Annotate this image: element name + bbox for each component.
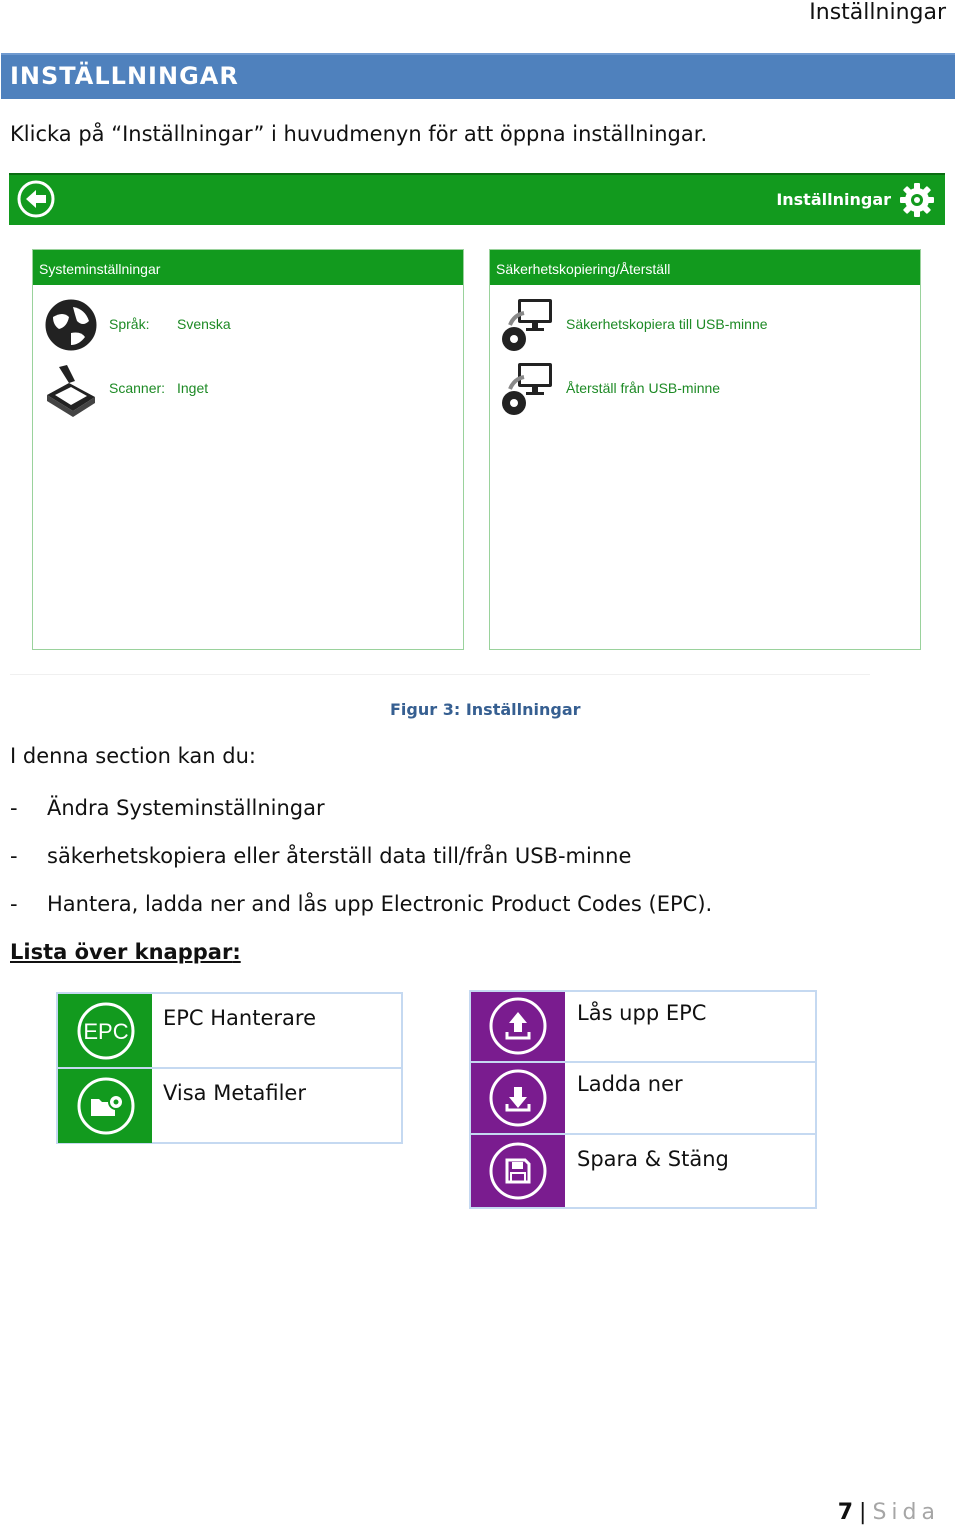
scanner-icon bbox=[43, 361, 99, 417]
upload-icon bbox=[471, 992, 565, 1061]
metafiles-label: Visa Metafiler bbox=[163, 1081, 306, 1105]
backup-restore-panel bbox=[489, 249, 921, 650]
section-heading-bar bbox=[1, 53, 955, 99]
page-footer bbox=[838, 1500, 940, 1525]
epc-icon bbox=[58, 994, 152, 1068]
restore-usb-row[interactable] bbox=[490, 361, 920, 421]
system-settings-panel bbox=[32, 249, 464, 650]
language-value: Svenska bbox=[177, 316, 231, 332]
save-close-button[interactable] bbox=[471, 1135, 565, 1207]
bullet-dash: - bbox=[10, 796, 18, 820]
scanner-value: Inget bbox=[177, 380, 209, 396]
bullet-dash: - bbox=[10, 844, 18, 868]
section-heading: INSTÄLLNINGAR bbox=[10, 62, 239, 90]
figure-divider bbox=[10, 674, 870, 675]
epc-icon-text: EPC bbox=[83, 1019, 129, 1044]
backup-usb-label: Säkerhetskopiera till USB-minne bbox=[566, 316, 768, 332]
globe-icon bbox=[43, 297, 99, 353]
page-header-title: Inställningar bbox=[809, 0, 946, 25]
button-list-heading-colon: : bbox=[232, 940, 241, 964]
bullet-dash: - bbox=[10, 892, 18, 916]
figure-caption: Figur 3: Inställningar bbox=[390, 700, 581, 719]
back-arrow-icon[interactable] bbox=[17, 180, 55, 218]
metafiles-button[interactable] bbox=[58, 1069, 152, 1143]
app-top-bar-title: Inställningar bbox=[776, 190, 891, 209]
section-lead: I denna section kan du: bbox=[10, 744, 256, 768]
backup-restore-title: Säkerhetskopiering/Återställ bbox=[490, 250, 920, 285]
download-label: Ladda ner bbox=[577, 1072, 683, 1096]
scanner-label: Scanner: bbox=[109, 380, 166, 396]
restore-usb-label: Återställ från USB-minne bbox=[566, 380, 721, 396]
page-word: Sida bbox=[872, 1500, 940, 1525]
app-top-bar bbox=[9, 173, 945, 225]
download-icon bbox=[471, 1063, 565, 1133]
unlock-epc-label: Lås upp EPC bbox=[577, 1001, 707, 1025]
epc-manager-button[interactable] bbox=[58, 994, 152, 1068]
save-close-label: Spara & Stäng bbox=[577, 1147, 729, 1171]
green-buttons-table bbox=[56, 992, 403, 1144]
button-list-heading-text: Lista över knappar bbox=[10, 940, 233, 964]
backup-usb-row[interactable] bbox=[490, 297, 920, 357]
unlock-epc-button[interactable] bbox=[471, 992, 565, 1061]
bullet-text: Ändra Systeminställningar bbox=[47, 796, 325, 820]
save-icon bbox=[471, 1135, 565, 1207]
button-list-heading bbox=[10, 940, 241, 964]
scanner-setting-row[interactable] bbox=[33, 361, 463, 421]
download-button[interactable] bbox=[471, 1063, 565, 1133]
language-label: Språk: bbox=[109, 316, 150, 332]
bullet-text: Hantera, ladda ner and lås upp Electronic Product Codes (EPC). bbox=[47, 892, 713, 916]
backup-icon bbox=[500, 297, 556, 353]
intro-text: Klicka på “Inställningar” i huvudmenyn för att öppna inställningar. bbox=[10, 122, 708, 146]
bullet-text: säkerhetskopiera eller återställ data till/från USB-minne bbox=[47, 844, 632, 868]
epc-manager-label: EPC Hanterare bbox=[163, 1006, 316, 1030]
system-settings-title: Systeminställningar bbox=[33, 250, 463, 285]
footer-separator: | bbox=[859, 1500, 867, 1525]
language-setting-row[interactable] bbox=[33, 297, 463, 357]
restore-icon bbox=[500, 361, 556, 417]
purple-buttons-table bbox=[469, 990, 817, 1209]
folder-settings-icon bbox=[58, 1069, 152, 1143]
gear-icon[interactable] bbox=[899, 182, 935, 218]
page-number: 7 bbox=[837, 1500, 854, 1525]
